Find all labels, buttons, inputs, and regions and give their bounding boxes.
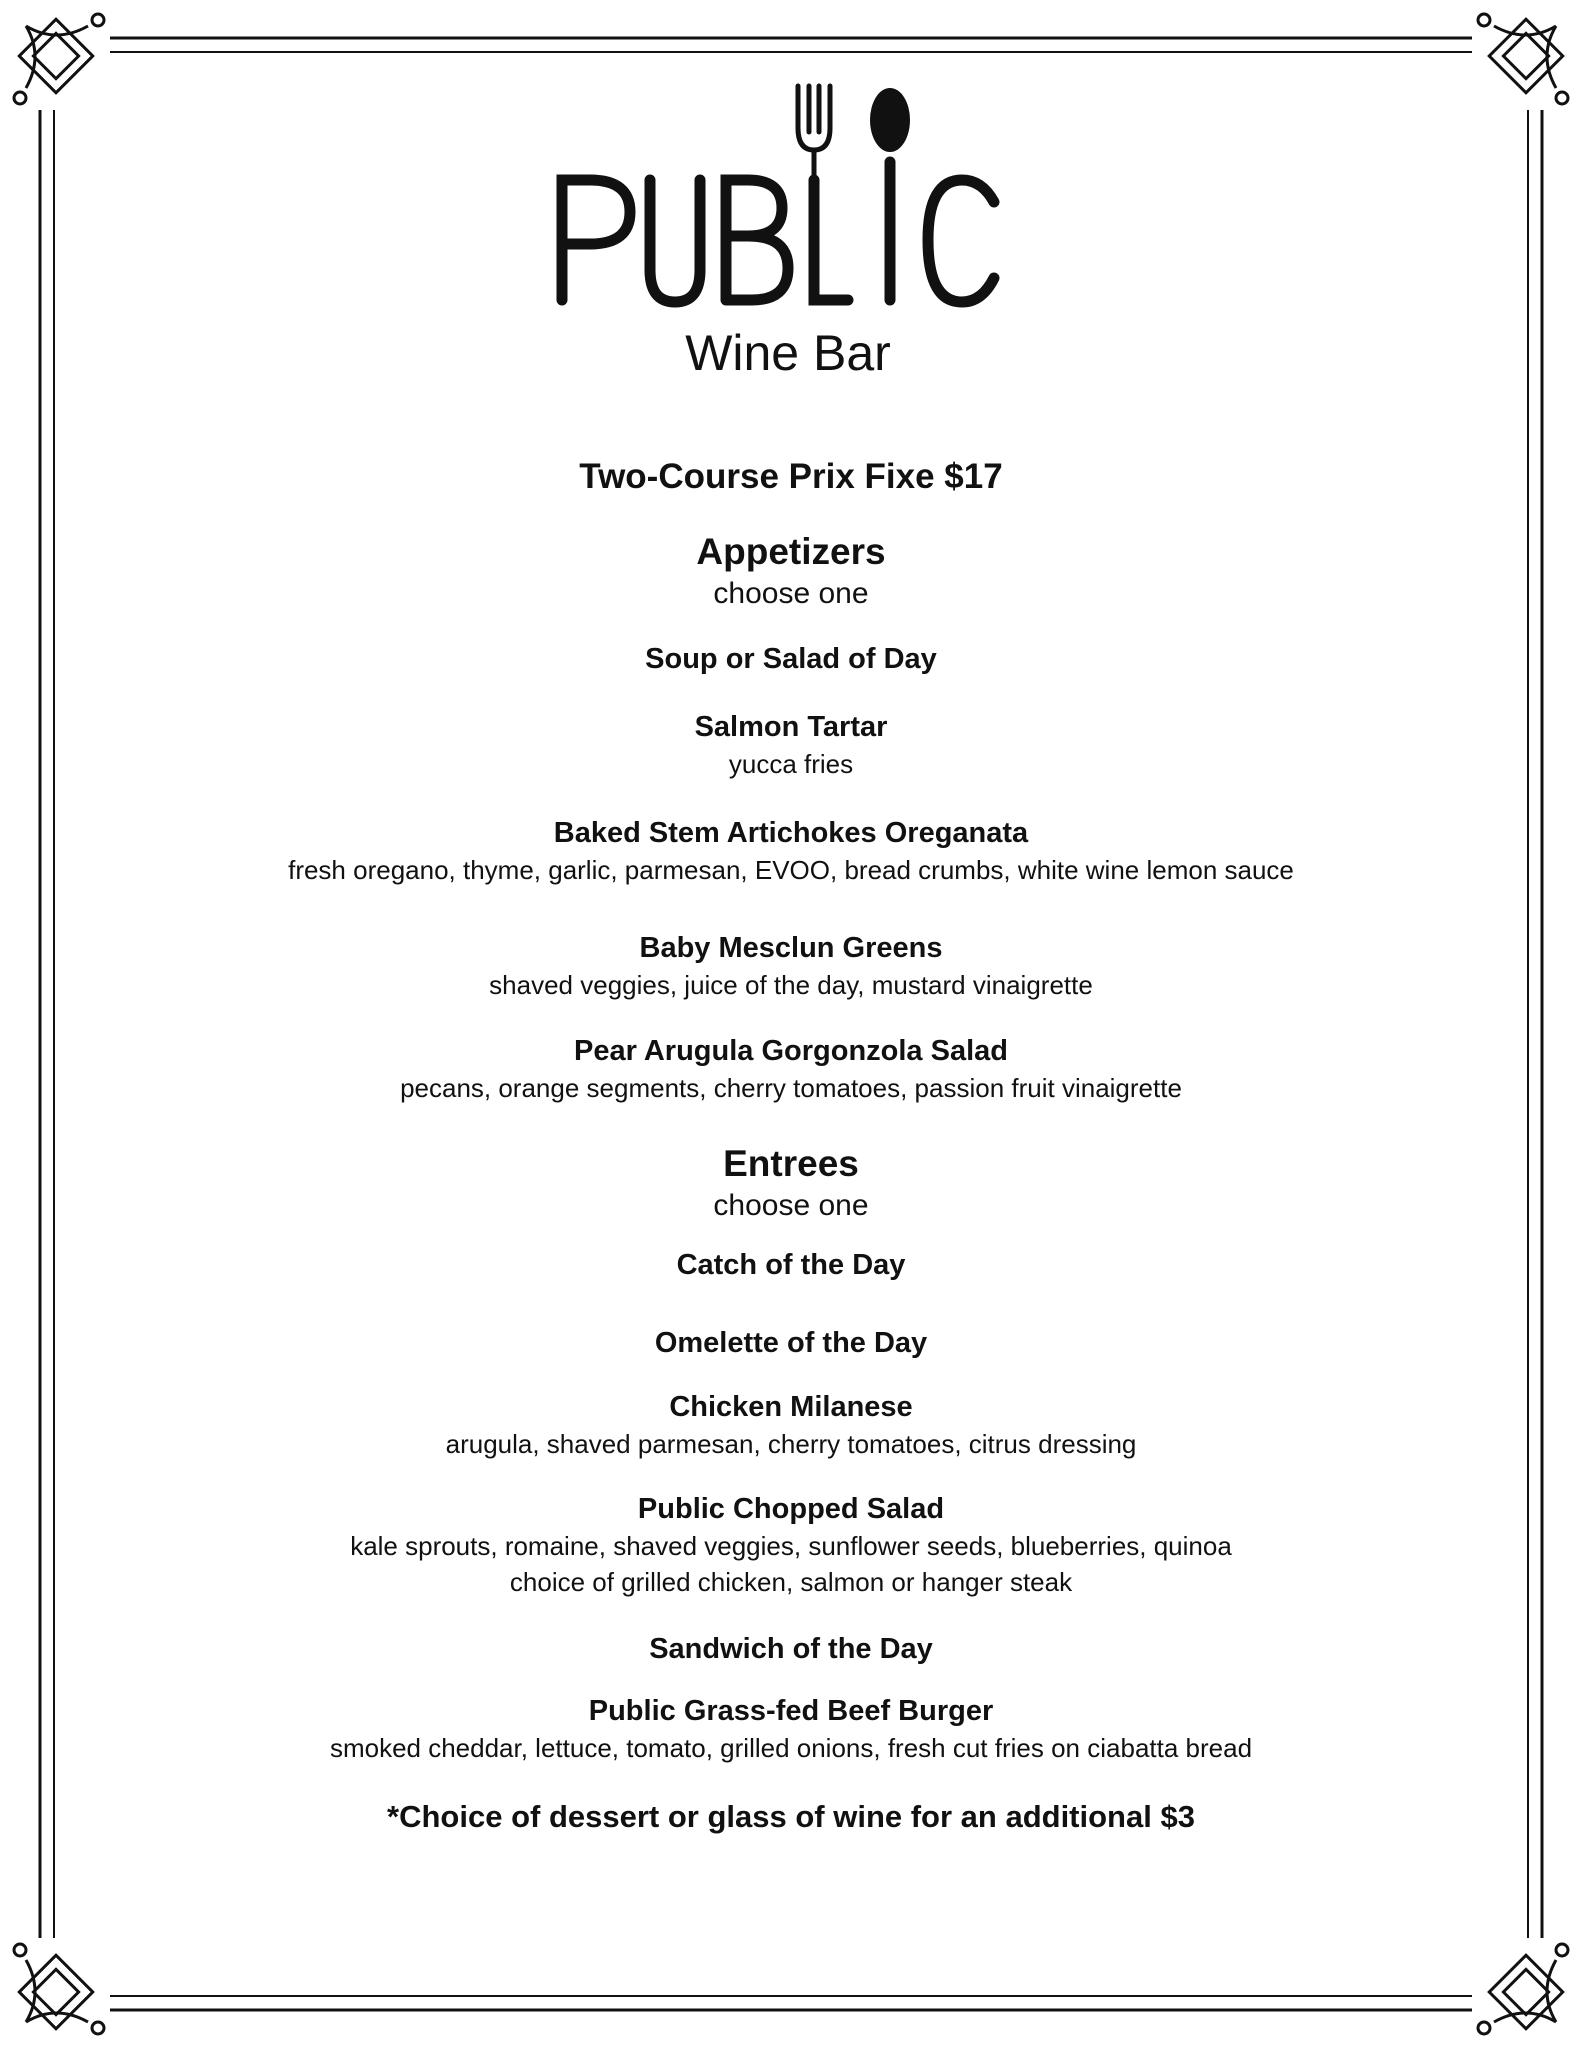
corner-ornament-top-left bbox=[14, 14, 104, 104]
menu-item-description: pecans, orange segments, cherry tomatoes, passion fruit vinaigrette bbox=[400, 1073, 1182, 1103]
entrees-subheading: choose one bbox=[713, 1189, 869, 1222]
menu-item-name: Public Grass-fed Beef Burger bbox=[588, 1695, 994, 1727]
menu-item-name: Baked Stem Artichokes Oreganata bbox=[553, 817, 1029, 849]
menu-item-description: fresh oregano, thyme, garlic, parmesan, EVOO, bread crumbs, white wine lemon sauce bbox=[288, 855, 1294, 885]
menu-item-description: arugula, shaved parmesan, cherry tomatoes, citrus dressing bbox=[445, 1429, 1137, 1459]
menu-item-name: Chicken Milanese bbox=[669, 1391, 913, 1423]
menu-item-description: choice of grilled chicken, salmon or hanger steak bbox=[509, 1567, 1073, 1597]
menu-item-name: Pear Arugula Gorgonzola Salad bbox=[573, 1035, 1008, 1067]
fork-icon bbox=[814, 180, 848, 300]
menu-item-name: Salmon Tartar bbox=[694, 711, 888, 743]
footnote: *Choice of dessert or glass of wine for an additional $3 bbox=[387, 1799, 1195, 1834]
corner-ornament-bottom-right bbox=[1478, 1944, 1568, 2034]
menu-item-description: smoked cheddar, lettuce, tomato, grilled onions, fresh cut fries on ciabatta bread bbox=[329, 1733, 1253, 1763]
menu-item-description: yucca fries bbox=[728, 749, 854, 779]
menu-item-name: Omelette of the Day bbox=[654, 1327, 928, 1359]
menu-item-description: kale sprouts, romaine, shaved veggies, sunflower seeds, blueberries, quinoa bbox=[350, 1531, 1232, 1561]
public-wine-bar-logo bbox=[548, 80, 1028, 390]
appetizers-heading: Appetizers bbox=[696, 531, 886, 572]
appetizers-subheading: choose one bbox=[713, 577, 869, 610]
menu-item-name: Baby Mesclun Greens bbox=[639, 932, 943, 964]
menu-content bbox=[120, 456, 1462, 1838]
menu-item-name: Catch of the Day bbox=[676, 1249, 906, 1281]
menu-item-name: Public Chopped Salad bbox=[637, 1493, 945, 1525]
logo-subtitle: Wine Bar bbox=[685, 325, 891, 381]
entrees-heading: Entrees bbox=[723, 1143, 859, 1184]
menu-item-name: Soup or Salad of Day bbox=[645, 643, 937, 675]
spoon-icon bbox=[870, 88, 910, 152]
corner-ornament-top-right bbox=[1478, 14, 1568, 104]
prix-fixe-title: Two-Course Prix Fixe $17 bbox=[579, 457, 1003, 496]
menu-item-name: Sandwich of the Day bbox=[649, 1633, 933, 1665]
corner-ornament-bottom-left bbox=[14, 1944, 104, 2034]
menu-item-description: shaved veggies, juice of the day, mustard vinaigrette bbox=[489, 970, 1093, 1000]
